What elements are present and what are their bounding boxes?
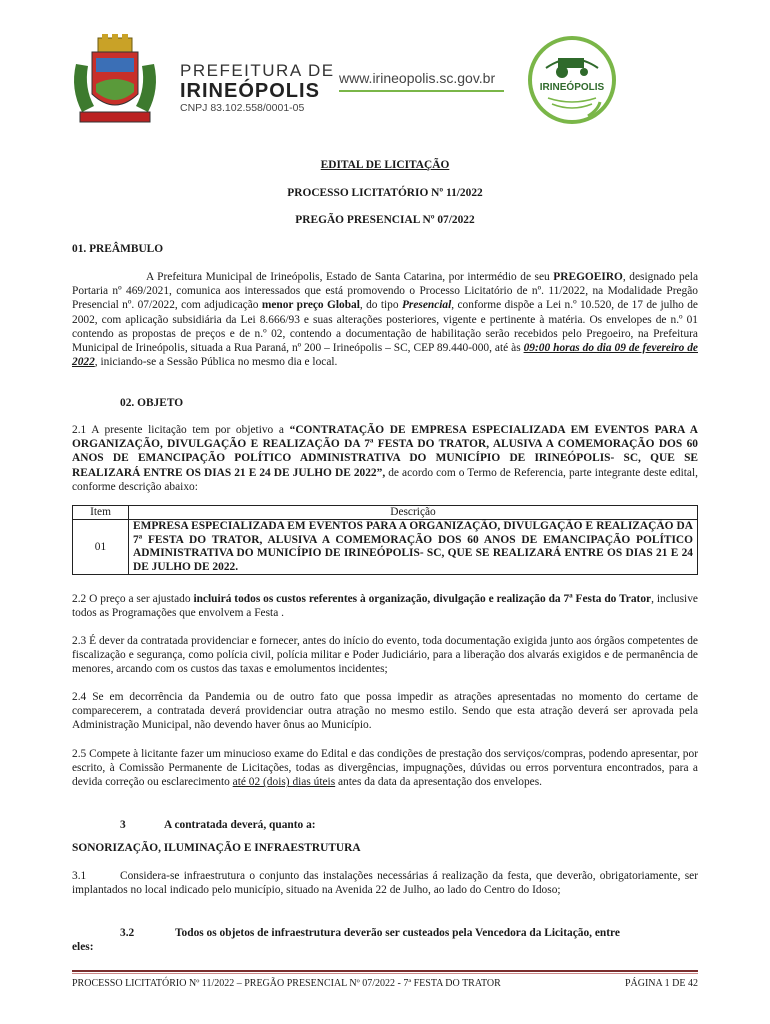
p22-text-2: , inclusive todos as Programações que envolvem a Festa . — [72, 593, 698, 620]
paragraph-2-3: 2.3 É dever da contratada providenciar e fornecer, antes do início do evento, toda documentação exigida junto aos órgãos competentes de fiscalização e segurança, como polícia civil, polícia militar e Poder Judiciário, para a liberação dos alvarás exigidos e de permanência de menores, arcando com os custos das taxas e emolumentos incidentes; — [72, 635, 698, 676]
preamble-paragraph — [72, 270, 698, 369]
p21-text-2: de acordo com o Termo de Referencia, parte integrante deste edital, conforme descrição abaixo: — [72, 466, 698, 493]
cnpj-text: CNPJ 83.102.558/0001-05 — [180, 102, 305, 114]
clause-3-1-text: Considera-se infraestrutura o conjunto das instalações necessárias á realização da festa, que deverão, obrigatoriamente, ser implantados no local indicado pelo município, situado na Avenida 22 de Julho, ao lado do Centro do Idoso; — [72, 870, 698, 897]
processo-title: PROCESSO LICITATÓRIO Nº 11/2022 — [287, 187, 483, 199]
deadline-text: 09:00 horas do dia 09 de fevereiro de 2022 — [72, 342, 698, 369]
city-logo — [528, 32, 616, 128]
footer-page-number: PÁGINA 1 DE 42 — [624, 978, 698, 989]
p21-object-text: “CONTRATAÇÃO DE EMPRESA ESPECIALIZADA EM EVENTOS PARA A ORGANIZAÇÃO, DIVULGAÇÃO E REALIZAÇÃO DA 7ª FESTA DO TRATOR, ALUSIVA A COMEMORAÇÃO DOS 60 ANOS DE EMANCIPAÇÃO POLÍTICO ADMINISTRATIVA DO MUNICÍPIO DE IRINEÓPOLIS- SC, QUE SE REALIZARÁ ENTRE OS DIAS 21 E 24 DE JULHO DE 2022”, — [72, 424, 698, 479]
edital-title: EDITAL DE LICITAÇÃO — [320, 159, 450, 171]
footer-divider-thin — [72, 973, 698, 974]
preamble-text-2: , designado pela Portaria nº 469/2021, comunica aos interessados que está promovendo o Processo Licitatório de nº. 11/2022, na Modalidade Pregão Presencial nº. 07/2022, com adjudicação — [72, 271, 698, 312]
table-row — [73, 520, 698, 575]
pregao-title: PREGÃO PRESENCIAL Nº 07/2022 — [295, 214, 475, 226]
municipal-crest-logo — [68, 34, 162, 126]
clause-3-2-text: Todos os objetos de infraestrutura deverão ser custeados pela Vencedora da Licitação, entre — [175, 927, 620, 939]
table-header-descricao: Descrição — [129, 506, 698, 520]
section-03-number: 3 — [120, 819, 126, 831]
table-cell-item: 01 — [73, 520, 129, 575]
preamble-text-3: , do tipo — [359, 299, 402, 312]
table-header-item: Item — [73, 506, 129, 520]
section-03-heading: A contratada deverá, quanto a: — [164, 819, 316, 831]
paragraph-2-5 — [72, 747, 698, 790]
preamble-text-5: , iniciando-se a Sessão Pública no mesmo dia e local. — [94, 356, 338, 369]
section-02-heading: 02. OBJETO — [120, 397, 184, 409]
description-table — [72, 505, 698, 575]
footer-divider — [72, 970, 698, 972]
prefeitura-line2: IRINEÓPOLIS — [180, 80, 320, 102]
footer-process-info: PROCESSO LICITATÓRIO Nº 11/2022 – PREGÃO PRESENCIAL Nº 07/2022 - 7ª FESTA DO TRATOR — [72, 978, 501, 989]
section-03-subheading: SONORIZAÇÃO, ILUMINAÇÃO E INFRAESTRUTURA — [72, 842, 361, 854]
city-logo-title: IRINEÓPOLIS — [539, 82, 605, 93]
p22-text-1: 2.2 O preço a ser ajustado — [72, 593, 194, 605]
paragraph-2-1 — [72, 423, 698, 494]
preamble-text-4: , conforme dispõe a Lei n.º 10.520, de 17 de julho de 2002, com aplicação subsidiária da Lei 8.666/93 e suas alterações posteriores, vigente e pertinente à matéria. Os envelopes de n.º 01 contendo as propostas de preços e de n.º 02, contendo a documentação de habilitação serão recebidos pelo Pregoeiro, na Prefeitura Municipal de Irineópolis, situada a Rua Paraná, nº 200 – Irineópolis – SC, CEP 89.440-000, até às — [72, 299, 698, 355]
menor-preco-text: menor preço Global — [261, 299, 360, 312]
p21-text-1: 2.1 A presente licitação tem por objetivo a — [72, 424, 290, 436]
p25-text-1: 2.5 Compete à licitante fazer um minucioso exame do Edital e das condições de prestação dos serviços/compras, podendo apresentar, por escrito, à Comissão Permanente de Licitações, todas as divergências, impugnações, dúvidas ou erros porventura encontrados, para a devida correção ou esclarecimento — [72, 748, 698, 789]
website-url — [339, 70, 504, 92]
table-cell-desc: EMPRESA ESPECIALIZADA EM EVENTOS PARA A ORGANIZAÇÃO, DIVULGAÇÃO E REALIZAÇÃO DA 7ª FESTA DO TRATOR, ALUSIVA A COMEMORAÇÃO DOS 60 ANOS DE EMANCIPAÇÃO POLÍTICO ADMINISTRATIVA DO MUNICÍPIO DE IRINEÓPOLIS- SC, QUE SE REALIZARÁ ENTRE OS DIAS 21 E 24 DE JULHO DE 2022. — [129, 520, 698, 575]
paragraph-2-2 — [72, 592, 698, 620]
preamble-text-1: A Prefeitura Municipal de Irineópolis, Estado de Santa Catarina, por intermédio de seu — [146, 271, 554, 283]
website-underline — [339, 90, 504, 92]
prefeitura-line1: PREFEITURA DE — [180, 61, 335, 80]
presencial-text: Presencial — [401, 299, 452, 312]
clause-3-2-number: 3.2 — [120, 927, 135, 939]
pregoeiro-text: PREGOEIRO — [553, 271, 623, 283]
website-text: www.irineopolis.sc.gov.br — [339, 70, 496, 86]
p25-underline-text: até 02 (dois) dias úteis — [232, 776, 336, 789]
clause-3-1-number: 3.1 — [72, 870, 87, 882]
p22-bold-text: incluirá todos os custos referentes à organização, divulgação e realização da 7ª Festa do Trator — [193, 593, 652, 605]
section-01-heading: 01. PREÂMBULO — [72, 243, 164, 255]
clause-3-2-continuation: eles: — [72, 941, 94, 953]
prefeitura-logo-text — [180, 62, 335, 115]
p25-text-2: antes da data da apresentação dos envelopes. — [335, 776, 542, 789]
paragraph-2-4: 2.4 Se em decorrência da Pandemia ou de outro fato que possa impedir as atrações apresentadas no momento do certame de comparecerem, a contratada deverá providenciar outra atração no mesmo estilo. Sendo que esta atração deverá ser aprovada pela Administração Municipal, não devendo haver ônus ao Município. — [72, 691, 698, 732]
